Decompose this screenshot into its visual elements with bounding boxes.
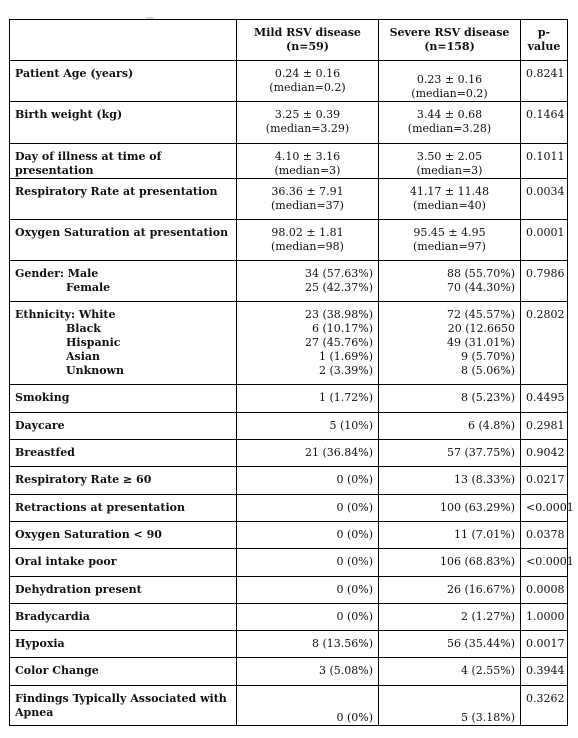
p-value: 0.0001 [521,220,568,261]
mild-male: 34 (57.63%) [304,267,373,280]
row-label: Birth weight (kg) [10,102,237,144]
table-row [10,495,568,522]
severe-value: 100 (63.29%) [379,495,521,522]
mild-black: 6 (10.17%) [311,322,373,335]
mild-female: 25 (42.37%) [304,281,373,294]
p-value: 0.3262 [521,686,568,726]
mild-unknown: 2 (3.39%) [318,364,373,377]
ethnicity-label-black: Black [66,322,101,335]
table-row [10,302,568,385]
table-row [10,658,568,686]
mild-value [237,61,379,102]
row-label: Oxygen Saturation < 90 [10,522,237,549]
row-label: Patient Age (years) [10,61,237,102]
row-label: Respiratory Rate ≥ 60 [10,467,237,495]
row-label: Retractions at presentation [10,495,237,522]
mild-value-mean: 0.24 ± 0.16 [274,67,341,80]
row-label: Breastfed [10,440,237,467]
row-label: Dehydration present [10,577,237,604]
mild-value [237,179,379,220]
mild-value-median: (median=3.29) [265,122,350,135]
table-row [10,413,568,440]
p-value: 0.2981 [521,413,568,440]
severe-hispanic: 49 (31.01%) [446,336,515,349]
severe-value: 57 (37.75%) [379,440,521,467]
table-row [10,144,568,179]
mild-value [237,220,379,261]
row-label: Bradycardia [10,604,237,631]
table-row [10,467,568,495]
header-severe-title: Severe RSV disease [389,26,510,39]
mild-value-mean: 98.02 ± 1.81 [271,226,344,239]
apnea-label-line2: Apnea [15,706,54,719]
severe-unknown: 8 (5.06%) [460,364,515,377]
ethnicity-label-asian: Asian [66,350,101,363]
p-value: <0.0001 [521,495,568,522]
header-mild-n: (n=59) [286,40,329,53]
severe-value: 4 (2.55%) [379,658,521,686]
header-mild-title: Mild RSV disease [254,26,361,39]
row-label [10,261,237,302]
mild-value: 0 (0%) [237,522,379,549]
mild-value: 0 (0%) [237,495,379,522]
p-value: 0.7986 [521,261,568,302]
table-row [10,261,568,302]
severe-value [379,261,521,302]
rsv-comparison-table [9,19,574,726]
severe-value: 26 (16.67%) [379,577,521,604]
severe-value: 56 (35.44%) [379,631,521,658]
severe-black: 20 (12.6650 [447,322,515,335]
table-row [10,385,568,413]
row-label [10,686,237,726]
severe-value [379,302,521,385]
table-row [10,577,568,604]
p-value: 0.0017 [521,631,568,658]
table-row [10,61,568,102]
severe-value: 6 (4.8%) [379,413,521,440]
mild-hispanic: 27 (45.76%) [304,336,373,349]
p-value: 0.2802 [521,302,568,385]
row-label: Oxygen Saturation at presentation [10,220,237,261]
p-value: 0.0008 [521,577,568,604]
row-label [10,302,237,385]
mild-value-median: (median=0.2) [269,81,346,94]
mild-value: 3 (5.08%) [237,658,379,686]
header-mild [237,20,379,61]
mild-value: 8 (13.56%) [237,631,379,658]
severe-value-mean: 3.44 ± 0.68 [416,108,483,121]
mild-value [237,302,379,385]
gender-label-female: Female [66,281,111,294]
mild-value-median: (median=98) [271,240,344,253]
severe-value [379,102,521,144]
mild-value: 21 (36.84%) [237,440,379,467]
table-row [10,179,568,220]
mild-asian: 1 (1.69%) [318,350,373,363]
severe-value-median: (median=97) [413,240,486,253]
severe-white: 72 (45.57%) [446,308,515,321]
table-row [10,522,568,549]
mild-value: 4.10 ± 3.16 (median=3) [237,144,379,179]
mild-value: 0 (0%) [237,549,379,577]
severe-value-mean: 41.17 ± 11.48 [409,185,490,198]
table-row [10,102,568,144]
p-value: <0.0001 [521,549,568,577]
severe-value: 2 (1.27%) [379,604,521,631]
severe-value: 8 (5.23%) [379,385,521,413]
mild-value: 1 (1.72%) [237,385,379,413]
mild-value: 5 (10%) [237,413,379,440]
table-row [10,440,568,467]
p-value: 0.1464 [521,102,568,144]
mild-white: 23 (38.98%) [304,308,373,321]
mild-value [237,261,379,302]
p-value: 0.3944 [521,658,568,686]
severe-value: 0.23 ± 0.16 (median=0.2) [379,61,521,102]
table-row [10,686,568,726]
apnea-label-line1: Findings Typically Associated with [15,692,227,705]
severe-value-median: (median=40) [413,199,486,212]
severe-value-median: (median=3.28) [407,122,492,135]
p-value: 0.1011 [521,144,568,179]
header-pvalue: p-value [521,20,568,61]
row-label: Smoking [10,385,237,413]
severe-male: 88 (55.70%) [446,267,515,280]
ethnicity-label-white: Ethnicity: White [15,308,116,321]
mild-value: 0 (0%) [237,467,379,495]
row-label: Day of illness at time of presentation [10,144,237,179]
p-value: 0.8241 [521,61,568,102]
row-label: Oral intake poor [10,549,237,577]
severe-value [379,179,521,220]
row-label: Respiratory Rate at presentation [10,179,237,220]
severe-value [379,220,521,261]
severe-female: 70 (44.30%) [446,281,515,294]
header-severe-n: (n=158) [424,40,475,53]
table-row [10,631,568,658]
mild-value: 0 (0%) [237,686,379,726]
mild-value-mean: 36.36 ± 7.91 [271,185,344,198]
mild-value: 0 (0%) [237,604,379,631]
row-label: Daycare [10,413,237,440]
header-blank-cell [10,20,237,61]
severe-value: 13 (8.33%) [379,467,521,495]
severe-value-mean: 95.45 ± 4.95 [413,226,486,239]
row-label: Color Change [10,658,237,686]
ethnicity-label-hispanic: Hispanic [66,336,121,349]
p-value: 0.0034 [521,179,568,220]
table-header-row [10,20,568,61]
mild-value [237,102,379,144]
mild-value-mean: 3.25 ± 0.39 [274,108,341,121]
severe-value: 106 (68.83%) [379,549,521,577]
table-row [10,604,568,631]
row-label: Hypoxia [10,631,237,658]
mild-value-median: (median=37) [271,199,344,212]
p-value: 0.0217 [521,467,568,495]
table-row [10,549,568,577]
table-row [10,220,568,261]
p-value: 1.0000 [521,604,568,631]
severe-asian: 9 (5.70%) [460,350,515,363]
p-value: 0.9042 [521,440,568,467]
ethnicity-label-unknown: Unknown [66,364,125,377]
severe-value: 11 (7.01%) [379,522,521,549]
header-severe [379,20,521,61]
severe-value: 5 (3.18%) [379,686,521,726]
p-value: 0.4495 [521,385,568,413]
p-value: 0.0378 [521,522,568,549]
gender-label-male: Gender: Male [15,267,99,280]
severe-value: 3.50 ± 2.05 (median=3) [379,144,521,179]
mild-value: 0 (0%) [237,577,379,604]
